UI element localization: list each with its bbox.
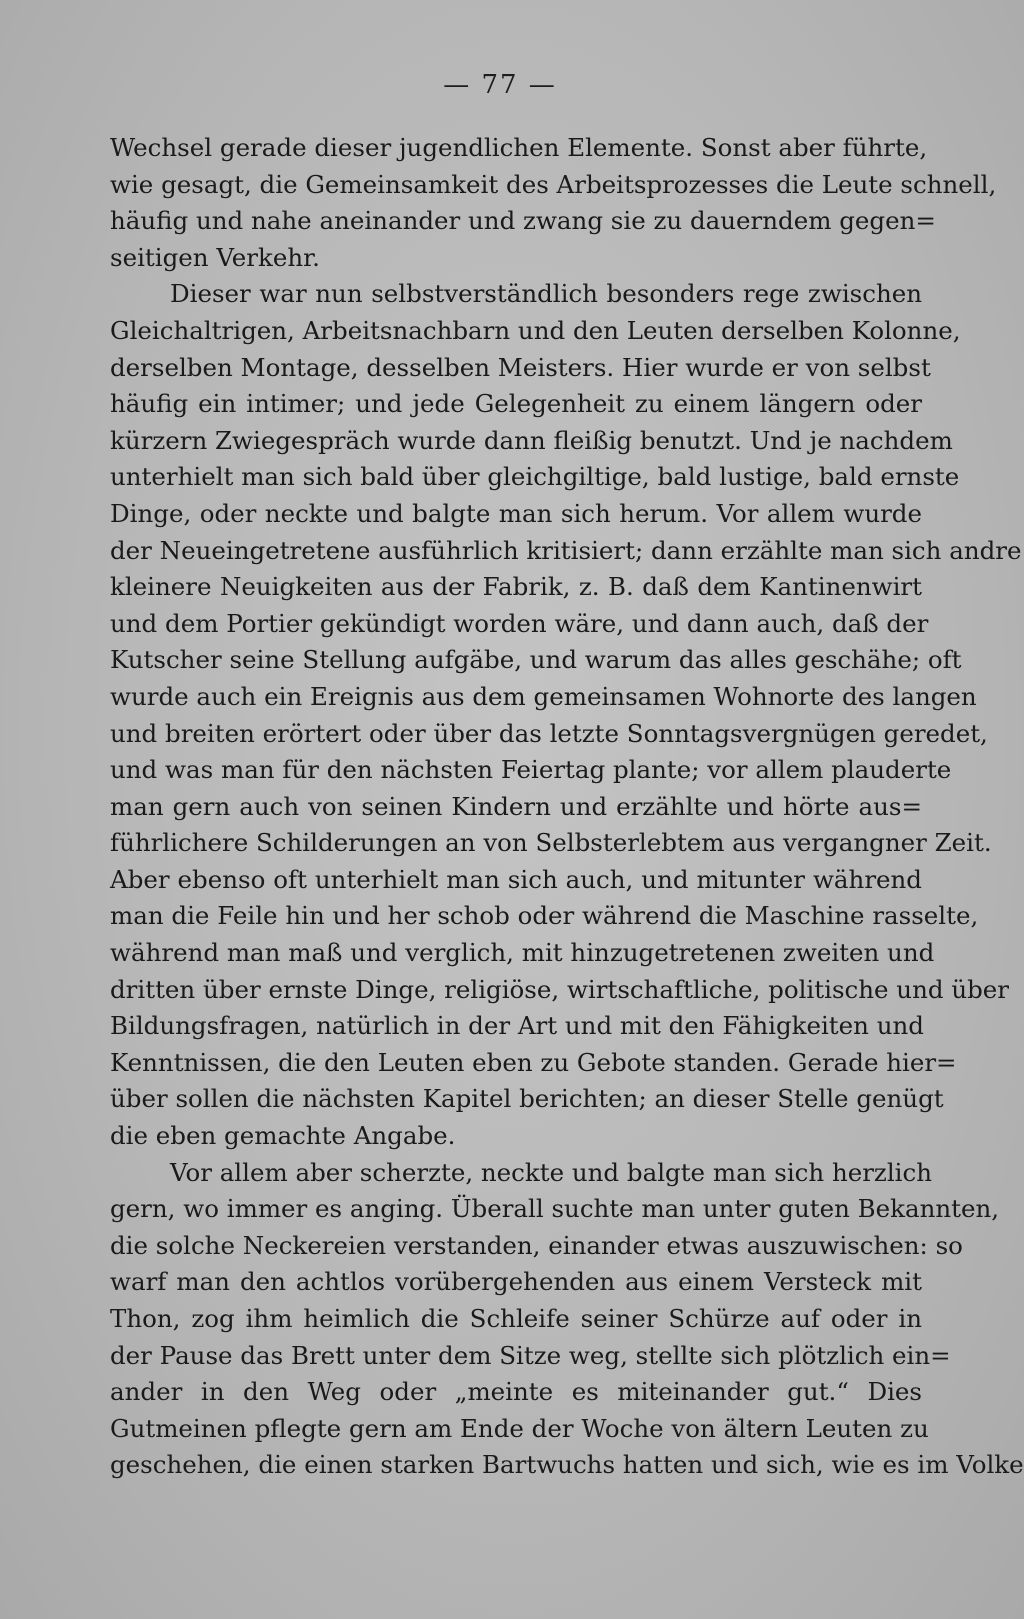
text-line: Dinge, oder neckte und balgte man sich herum. Vor allem wurde	[110, 498, 922, 528]
text-line: ander in den Weg oder „meinte es miteinander gut.“ Dies	[110, 1377, 922, 1407]
text-line: dritten über ernste Dinge, religiöse, wirtschaftliche, politische und über	[110, 974, 1010, 1004]
text-line: Kenntnissen, die den Leuten eben zu Gebote standen. Gerade hier=	[110, 1047, 957, 1077]
text-line: seitigen Verkehr.	[110, 242, 320, 272]
body-text	[110, 130, 1024, 1484]
text-line: Gleichaltrigen, Arbeitsnachbarn und den Leuten derselben Kolonne,	[110, 315, 961, 345]
text-line: Aber ebenso oft unterhielt man sich auch, und mitunter während	[110, 864, 922, 894]
text-line: Thon, zog ihm heimlich die Schleife seiner Schürze auf oder in	[110, 1304, 922, 1333]
text-line: und dem Portier gekündigt worden wäre, und dann auch, daß der	[110, 608, 929, 638]
text-line: derselben Montage, desselben Meisters. Hier wurde er von selbst	[110, 352, 931, 382]
text-line: gern, wo immer es anging. Überall suchte man unter guten Bekannten,	[110, 1194, 1000, 1224]
text-line: wie gesagt, die Gemeinsamkeit des Arbeitsprozesses die Leute schnell,	[110, 169, 997, 199]
text-line: die solche Neckereien verstanden, einander etwas auszuwischen: so	[110, 1230, 963, 1260]
text-line: Dieser war nun selbstverständlich besonders rege zwischen	[170, 279, 922, 309]
text-line: häufig und nahe aneinander und zwang sie zu dauerndem gegen=	[110, 206, 936, 236]
text-line: kleinere Neuigkeiten aus der Fabrik, z. B. daß dem Kantinenwirt	[110, 572, 922, 602]
page-number: — 77 —	[443, 70, 557, 100]
text-line: und was man für den nächsten Feiertag plante; vor allem plauderte	[110, 755, 952, 785]
text-line: Wechsel gerade dieser jugendlichen Elemente. Sonst aber führte,	[110, 133, 928, 162]
text-line: Vor allem aber scherzte, neckte und balgte man sich herzlich	[170, 1157, 933, 1187]
text-line: während man maß und verglich, mit hinzugetretenen zweiten und	[110, 938, 935, 968]
text-line: kürzern Zwiegespräch wurde dann fleißig benutzt. Und je nachdem	[110, 425, 953, 455]
text-line: man die Feile hin und her schob oder während die Maschine rasselte,	[110, 901, 979, 931]
text-line: unterhielt man sich bald über gleichgiltige, bald lustige, bald ernste	[110, 462, 960, 492]
text-line: und breiten erörtert oder über das letzte Sonntagsvergnügen geredet,	[110, 718, 988, 748]
text-line: die eben gemachte Angabe.	[110, 1121, 456, 1151]
text-line: führlichere Schilderungen an von Selbsterlebtem aus vergangner Zeit.	[110, 828, 992, 858]
text-line: man gern auch von seinen Kindern und erzählte und hörte aus=	[110, 791, 922, 821]
text-line: wurde auch ein Ereignis aus dem gemeinsamen Wohnorte des langen	[110, 681, 977, 711]
text-line: der Pause das Brett unter dem Sitze weg, stellte sich plötzlich ein=	[110, 1340, 951, 1370]
text-line: geschehen, die einen starken Bartwuchs hatten und sich, wie es im Volke	[110, 1450, 1024, 1480]
text-line: Bildungsfragen, natürlich in der Art und mit den Fähigkeiten und	[110, 1011, 924, 1041]
text-line: Gutmeinen pflegte gern am Ende der Woche von ältern Leuten zu	[110, 1413, 929, 1443]
text-line: über sollen die nächsten Kapitel berichten; an dieser Stelle genügt	[110, 1084, 944, 1114]
text-line: häufig ein intimer; und jede Gelegenheit zu einem längern oder	[110, 389, 922, 419]
text-line: Kutscher seine Stellung aufgäbe, und warum das alles geschähe; oft	[110, 645, 962, 675]
text-line: warf man den achtlos vorübergehenden aus einem Versteck mit	[110, 1267, 922, 1297]
text-line: der Neueingetretene ausführlich kritisiert; dann erzählte man sich andre	[110, 535, 1022, 565]
